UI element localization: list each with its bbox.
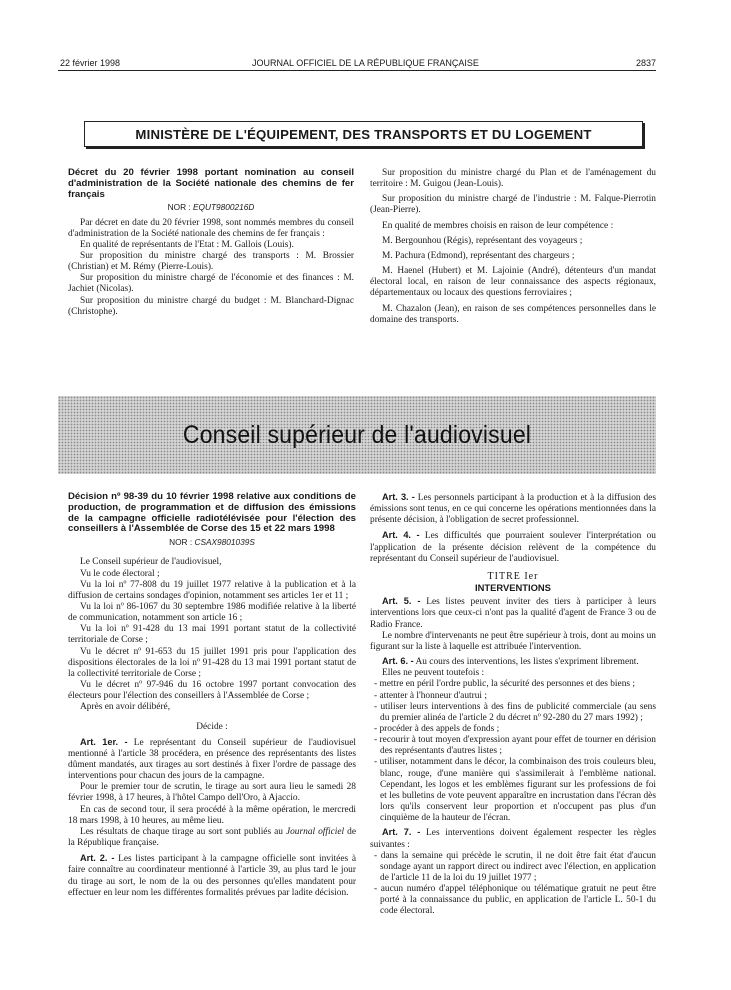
article-3: Art. 3. - Les personnels participant à la production et à la diffusion des émissions sont tenus, en ce qui concerne les opérations mentionnées dans la présente décision, à l'obligation de secret professionnel.	[370, 492, 656, 526]
decree-paragraph: Sur proposition du ministre chargé du budget : M. Blanchard-Dignac (Christophe).	[68, 295, 354, 317]
preamble-line: Après en avoir délibéré,	[80, 702, 171, 713]
preamble-line: Vu la loi nº 77-808 du 19 juillet 1977 relative à la publication et à la diffusion de certains sondages d'opinion, notamment ses articles 1er et 11 ;	[68, 579, 356, 601]
header-rule	[58, 70, 656, 71]
preamble-line: Vu le décret nº 97-946 du 16 octobre 1997 portant convocation des électeurs pour l'élection des conseillers à l'Assemblée de Corse ;	[68, 680, 356, 702]
decree-paragraph: En qualité de représentants de l'Etat : M. Gallois (Louis).	[80, 239, 294, 250]
decree-paragraph: Sur proposition du ministre chargé des transports : M. Brossier (Christian) et M. Rémy (Pierre-Louis).	[68, 251, 354, 273]
article-1: Art. 1er. - Le représentant du Conseil supérieur de l'audiovisuel mentionné à l'article 38 procédera, en présence des représentants des listes dûment mandatés, aux tirages au sort destinés à fixer l'ordre de passage des interventions pour chacun des jours de la campagne.	[68, 736, 356, 782]
article-7: Art. 7. - Les interventions doivent également respecter les règles suivantes :	[370, 827, 656, 850]
decision-left-column	[68, 492, 356, 899]
decree-paragraph: M. Pachura (Edmond), représentant des chargeurs ;	[382, 250, 575, 261]
list-item: - procéder à des appels de fonds ;	[374, 723, 500, 734]
list-item: - attenter à l'honneur d'autrui ;	[374, 690, 487, 701]
article-2: Art. 2. - Les listes participant à la campagne officielle sont invitées à faire connaître au coordinateur mentionné à l'article 39, au plus tard le jour du tirage au sort, le nom de la ou des personnes qu'elles mandatent pour effectuer en leur nom les différentes formalités prévues par ladite décision.	[68, 853, 357, 898]
section-banner-title: Conseil supérieur de l'audiovisuel	[182, 420, 532, 449]
decree-paragraph: M. Bergounhou (Régis), représentant des voyageurs ;	[382, 235, 583, 246]
article-6: Art. 6. - Au cours des interventions, les listes s'expriment librement.	[382, 656, 639, 668]
header-date: 22 février 1998	[60, 58, 121, 68]
decree-paragraph: Par décret en date du 20 février 1998, sont nommés membres du conseil d'administration de la Société nationale des chemins de fer français :	[68, 217, 354, 239]
list-item: - utiliser, notamment dans le décor, la combinaison des trois couleurs bleu, blanc, rouge, d'une manière qui s'assimilerait à l'emblème national. Cependant, les logos et les emblèmes figurant sur les professions de foi et les bulletins de vote peuvent apparaître en incrustation dans l'écran dès lors qu'ils conservent leur proportion et n'occupent pas plus d'un cinquième de la hauteur de l'écran.	[374, 757, 656, 824]
interventions-heading: INTERVENTIONS	[475, 582, 551, 594]
list-item: - mettre en péril l'ordre public, la sécurité des personnes et des biens ;	[374, 679, 635, 690]
decide-heading: Décide :	[196, 721, 228, 732]
article-paragraph: Les résultats de chaque tirage au sort sont publiés au Journal officiel de la République française.	[68, 826, 357, 849]
preamble-line: Vu le décret nº 91-653 du 15 juillet 1991 pris pour l'application des dispositions électorales de la loi nº 91-428 du 13 mai 1991 portant statut de la collectivité territoriale de Corse ;	[68, 646, 356, 679]
decree-nor: NOR : EQUT9800216D	[167, 202, 255, 213]
list-item: - dans la semaine qui précède le scrutin, il ne doit être fait état d'aucun sondage ayant un rapport direct ou indirect avec l'élection, en application de l'article 11 de la loi du 19 juillet 1977 ;	[374, 850, 656, 883]
ministry-heading: MINISTÈRE DE L'ÉQUIPEMENT, DES TRANSPORTS ET DU LOGEMENT	[135, 126, 592, 142]
preamble-line: Vu le code électoral ;	[80, 568, 160, 579]
article-5: Art. 5. - Les listes peuvent inviter des tiers à participer à leurs interventions lors que ceux-ci n'ont pas la qualité d'agent de France 3 ou de Radio France.	[370, 596, 656, 630]
decree-right-column	[370, 168, 656, 326]
preamble-line: Vu la loi nº 91-428 du 13 mai 1991 portant statut de la collectivité territoriale de Corse ;	[68, 624, 356, 646]
decree-paragraph: M. Chazalon (Jean), en raison de ses compétences personnelles dans le domaine des transports.	[370, 303, 656, 325]
preamble-line: Vu la loi nº 86-1067 du 30 septembre 1986 modifiée relative à la liberté de communication, notamment son article 16 ;	[68, 601, 356, 624]
preamble-line: Le Conseil supérieur de l'audiovisuel,	[80, 557, 222, 568]
decree-paragraph: Sur proposition du ministre chargé de l'économie et des finances : M. Jachiet (Nicolas).	[68, 273, 354, 295]
titre-heading: TITRE Ier	[487, 570, 539, 582]
decree-left-column	[68, 168, 354, 318]
list-item: - utiliser leurs interventions à des fins de publicité commerciale (au sens du premier alinéa de l'article 2 du décret nº 92-280 du 27 mars 1992) ;	[374, 701, 656, 723]
article-paragraph: Le nombre d'intervenants ne peut être supérieur à trois, dont au moins un figurant sur la liste à laquelle est attribuée l'intervention.	[370, 630, 656, 652]
decision-nor: NOR : CSAX9801039S	[169, 537, 255, 548]
article-4: Art. 4. - Les difficultés que pourraient soulever l'interprétation ou l'application de la présente décision relèvent de la compétence du représentant du Conseil supérieur de l'audiovisuel.	[370, 530, 656, 564]
article-paragraph: Elles ne peuvent toutefois :	[382, 668, 485, 679]
header-page-number: 2837	[635, 58, 656, 68]
decree-paragraph: Sur proposition du ministre chargé du Plan et de l'aménagement du territoire : M. Guigou (Jean-Louis).	[370, 168, 656, 190]
decision-title: Décision nº 98-39 du 10 février 1998 relative aux conditions de production, de programmation et de diffusion des émissions de la campagne officielle radiotélévisée pour l'élection des conseillers à l'Assemblée de Corse des 15 et 22 mars 1998	[68, 491, 356, 535]
decision-right-column	[370, 492, 656, 918]
article-paragraph: En cas de second tour, il sera procédé à la même opération, le mercredi 18 mars 1998, à 10 heures, au même lieu.	[68, 804, 356, 826]
decree-paragraph: En qualité de membres choisis en raison de leur compétence :	[382, 220, 614, 231]
list-item: - recourir à tout moyen d'expression ayant pour effet de tourner en dérision des représentants d'autres listes ;	[374, 735, 656, 757]
ministry-heading-box	[84, 121, 643, 147]
header-journal-title: JOURNAL OFFICIEL DE LA RÉPUBLIQUE FRANÇAISE	[252, 58, 479, 68]
list-item: - aucun numéro d'appel téléphonique ou télématique gratuit ne peut être porté à la connaissance du public, en application de l'article L. 50-1 du code électoral.	[374, 884, 656, 917]
decree-paragraph: Sur proposition du ministre chargé de l'industrie : M. Falque-Pierrotin (Jean-Pierre).	[370, 194, 656, 216]
article-paragraph: Pour le premier tour de scrutin, le tirage au sort aura lieu le samedi 28 février 1998, à 17 heures, à l'hôtel Campo dell'Oro, à Ajaccio.	[68, 782, 356, 804]
decree-title: Décret du 20 février 1998 portant nomination au conseil d'administration de la Société nationale des chemins de fer français	[68, 167, 354, 200]
decree-paragraph: M. Haenel (Hubert) et M. Lajoinie (André), détenteurs d'un mandat électoral local, en raison de leur connaissance des aspects régionaux, départementaux ou locaux des questions ferroviaires ;	[370, 266, 656, 299]
